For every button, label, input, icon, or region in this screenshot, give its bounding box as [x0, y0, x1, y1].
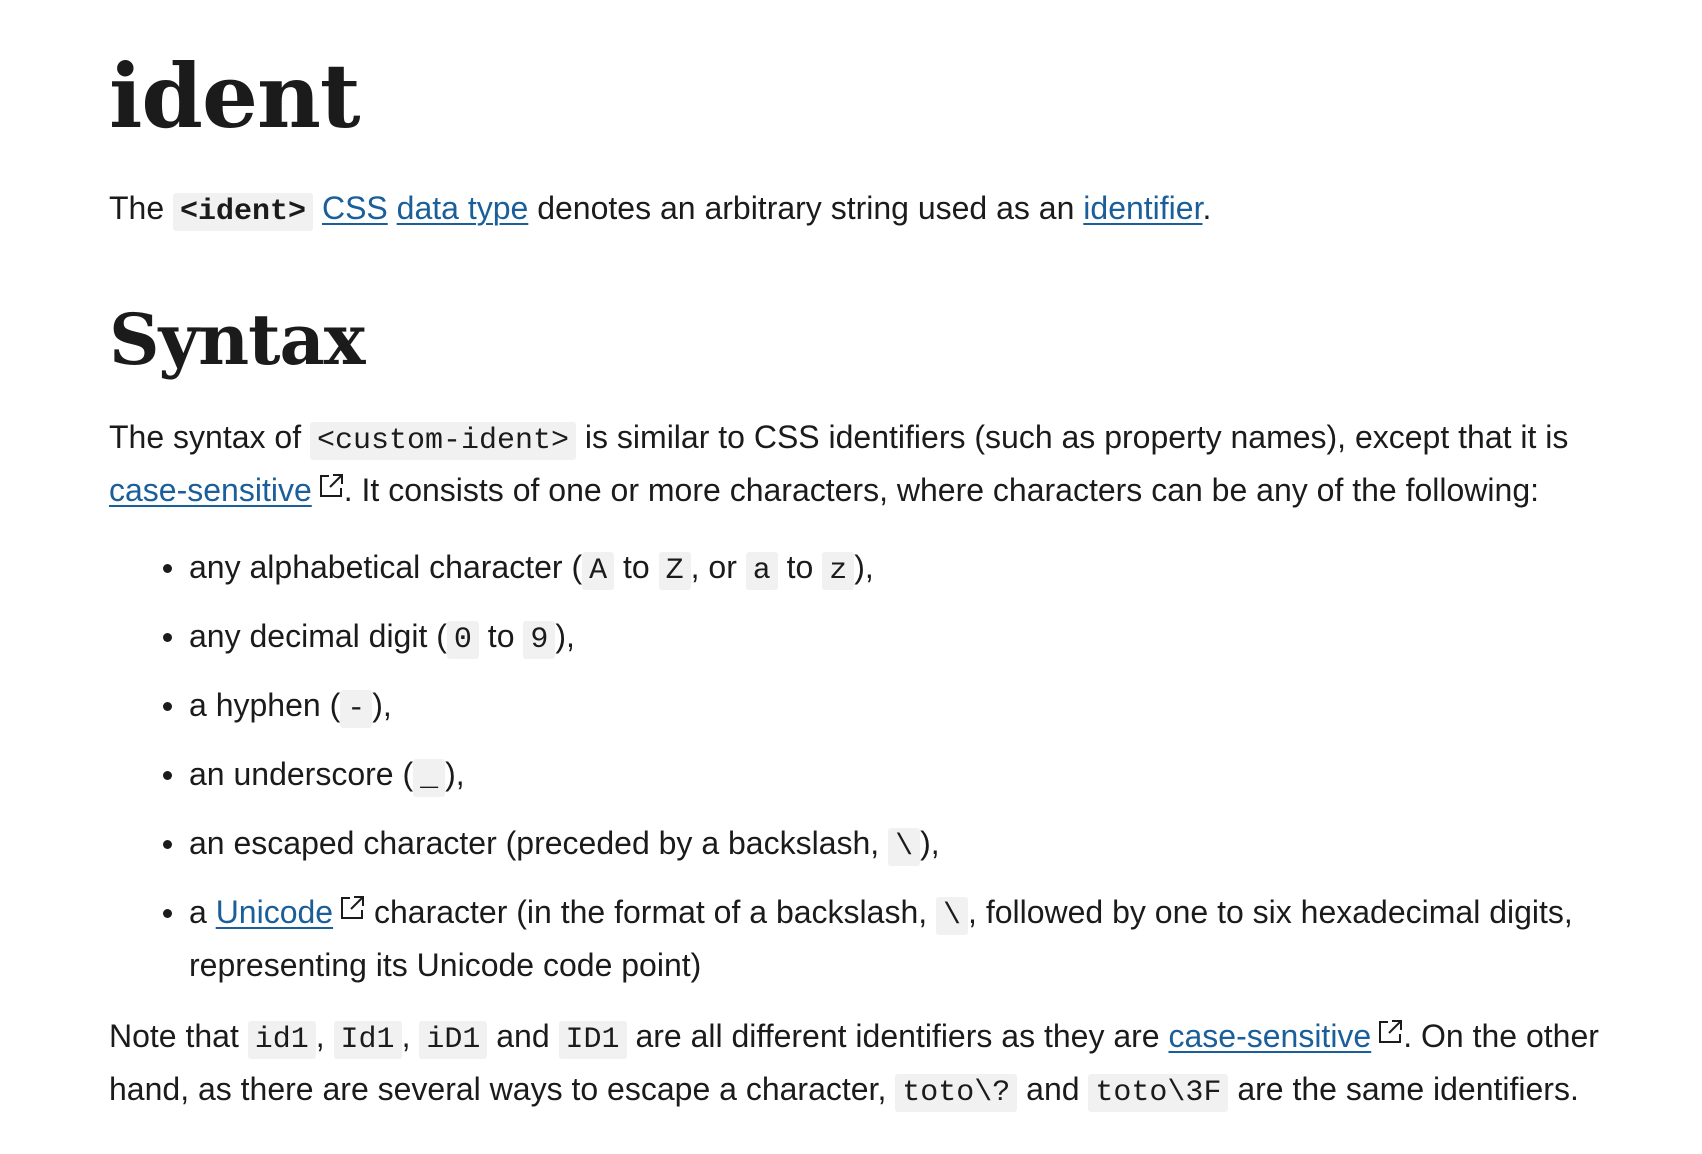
- note-code: id1: [248, 1021, 316, 1059]
- list-item: [189, 819, 1629, 872]
- item-code: Z: [659, 552, 691, 590]
- note-code: iD1: [419, 1021, 487, 1059]
- ident-code: <ident>: [173, 193, 313, 231]
- note-text: and: [487, 1018, 559, 1054]
- item-code: -: [340, 690, 372, 728]
- note-text: and: [1017, 1071, 1089, 1107]
- list-item: [189, 543, 1629, 596]
- list-item: [189, 888, 1629, 990]
- intro-text: denotes an arbitrary string used as an: [528, 190, 1084, 226]
- syntax-text: is similar to CSS identifiers (such as property names), except that it is: [576, 419, 1569, 455]
- note-text: Note that: [109, 1018, 248, 1054]
- note-code: ID1: [559, 1021, 627, 1059]
- list-item: [189, 681, 1629, 734]
- item-code: a: [746, 552, 778, 590]
- unicode-link[interactable]: Unicode: [215, 894, 334, 930]
- item-text: an escaped character (preceded by a backslash,: [189, 825, 889, 861]
- note-text: are the same identifiers.: [1228, 1071, 1579, 1107]
- page-title: ident: [109, 44, 360, 148]
- note-paragraph: [109, 1012, 1629, 1118]
- syntax-text: . It consists of one or more characters, where characters can be any of the following:: [343, 472, 1539, 508]
- note-text: ,: [315, 1018, 334, 1054]
- note-code: toto\?: [895, 1074, 1017, 1112]
- css-link[interactable]: CSS: [321, 190, 388, 226]
- external-link-icon: [1377, 1019, 1403, 1045]
- item-text: an underscore (: [189, 756, 414, 792]
- item-text: ),: [445, 756, 465, 792]
- item-code: \: [888, 828, 920, 866]
- item-text: , followed by one to six hexadecimal digits, representing its Unicode code point): [189, 894, 1573, 983]
- intro-text: [313, 190, 322, 226]
- note-code: toto\3F: [1088, 1074, 1228, 1112]
- identifier-link[interactable]: identifier: [1083, 190, 1203, 226]
- data-type-link[interactable]: data type: [396, 190, 529, 226]
- item-text: , or: [690, 549, 746, 585]
- note-text: are all different identifiers as they are: [626, 1018, 1169, 1054]
- external-link-icon: [318, 473, 344, 499]
- case-sensitive-link[interactable]: case-sensitive: [1168, 1018, 1372, 1054]
- item-code: _: [413, 759, 445, 797]
- syntax-heading: Syntax: [109, 298, 365, 381]
- item-code: z: [822, 552, 854, 590]
- item-text: a: [189, 894, 216, 930]
- intro-text: [388, 190, 397, 226]
- item-code: \: [936, 897, 968, 935]
- item-code: A: [582, 552, 614, 590]
- list-item: [189, 750, 1629, 803]
- item-text: to: [777, 549, 823, 585]
- note-code: Id1: [334, 1021, 402, 1059]
- character-list: [109, 543, 1629, 990]
- external-link-icon: [339, 895, 365, 921]
- item-code: 9: [523, 621, 555, 659]
- item-text: to: [614, 549, 659, 585]
- item-text: any decimal digit (: [189, 618, 447, 654]
- item-text: any alphabetical character (: [189, 549, 583, 585]
- item-text: ),: [372, 687, 392, 723]
- item-text: to: [478, 618, 524, 654]
- note-text: . On the other hand, as there are several ways to escape a character,: [109, 1018, 1599, 1107]
- custom-ident-code: <custom-ident>: [310, 422, 576, 460]
- list-item: [189, 612, 1629, 665]
- intro-text: The: [109, 190, 174, 226]
- syntax-text: The syntax of: [109, 419, 310, 455]
- syntax-paragraph: [109, 413, 1629, 515]
- item-text: character (in the format of a backslash,: [365, 894, 937, 930]
- item-text: ),: [555, 618, 575, 654]
- item-text: a hyphen (: [189, 687, 341, 723]
- intro-text: .: [1202, 190, 1212, 226]
- item-code: 0: [447, 621, 479, 659]
- intro-paragraph: [109, 184, 1629, 237]
- case-sensitive-link[interactable]: case-sensitive: [109, 472, 312, 508]
- note-text: ,: [401, 1018, 420, 1054]
- item-text: ),: [920, 825, 940, 861]
- item-text: ),: [854, 549, 874, 585]
